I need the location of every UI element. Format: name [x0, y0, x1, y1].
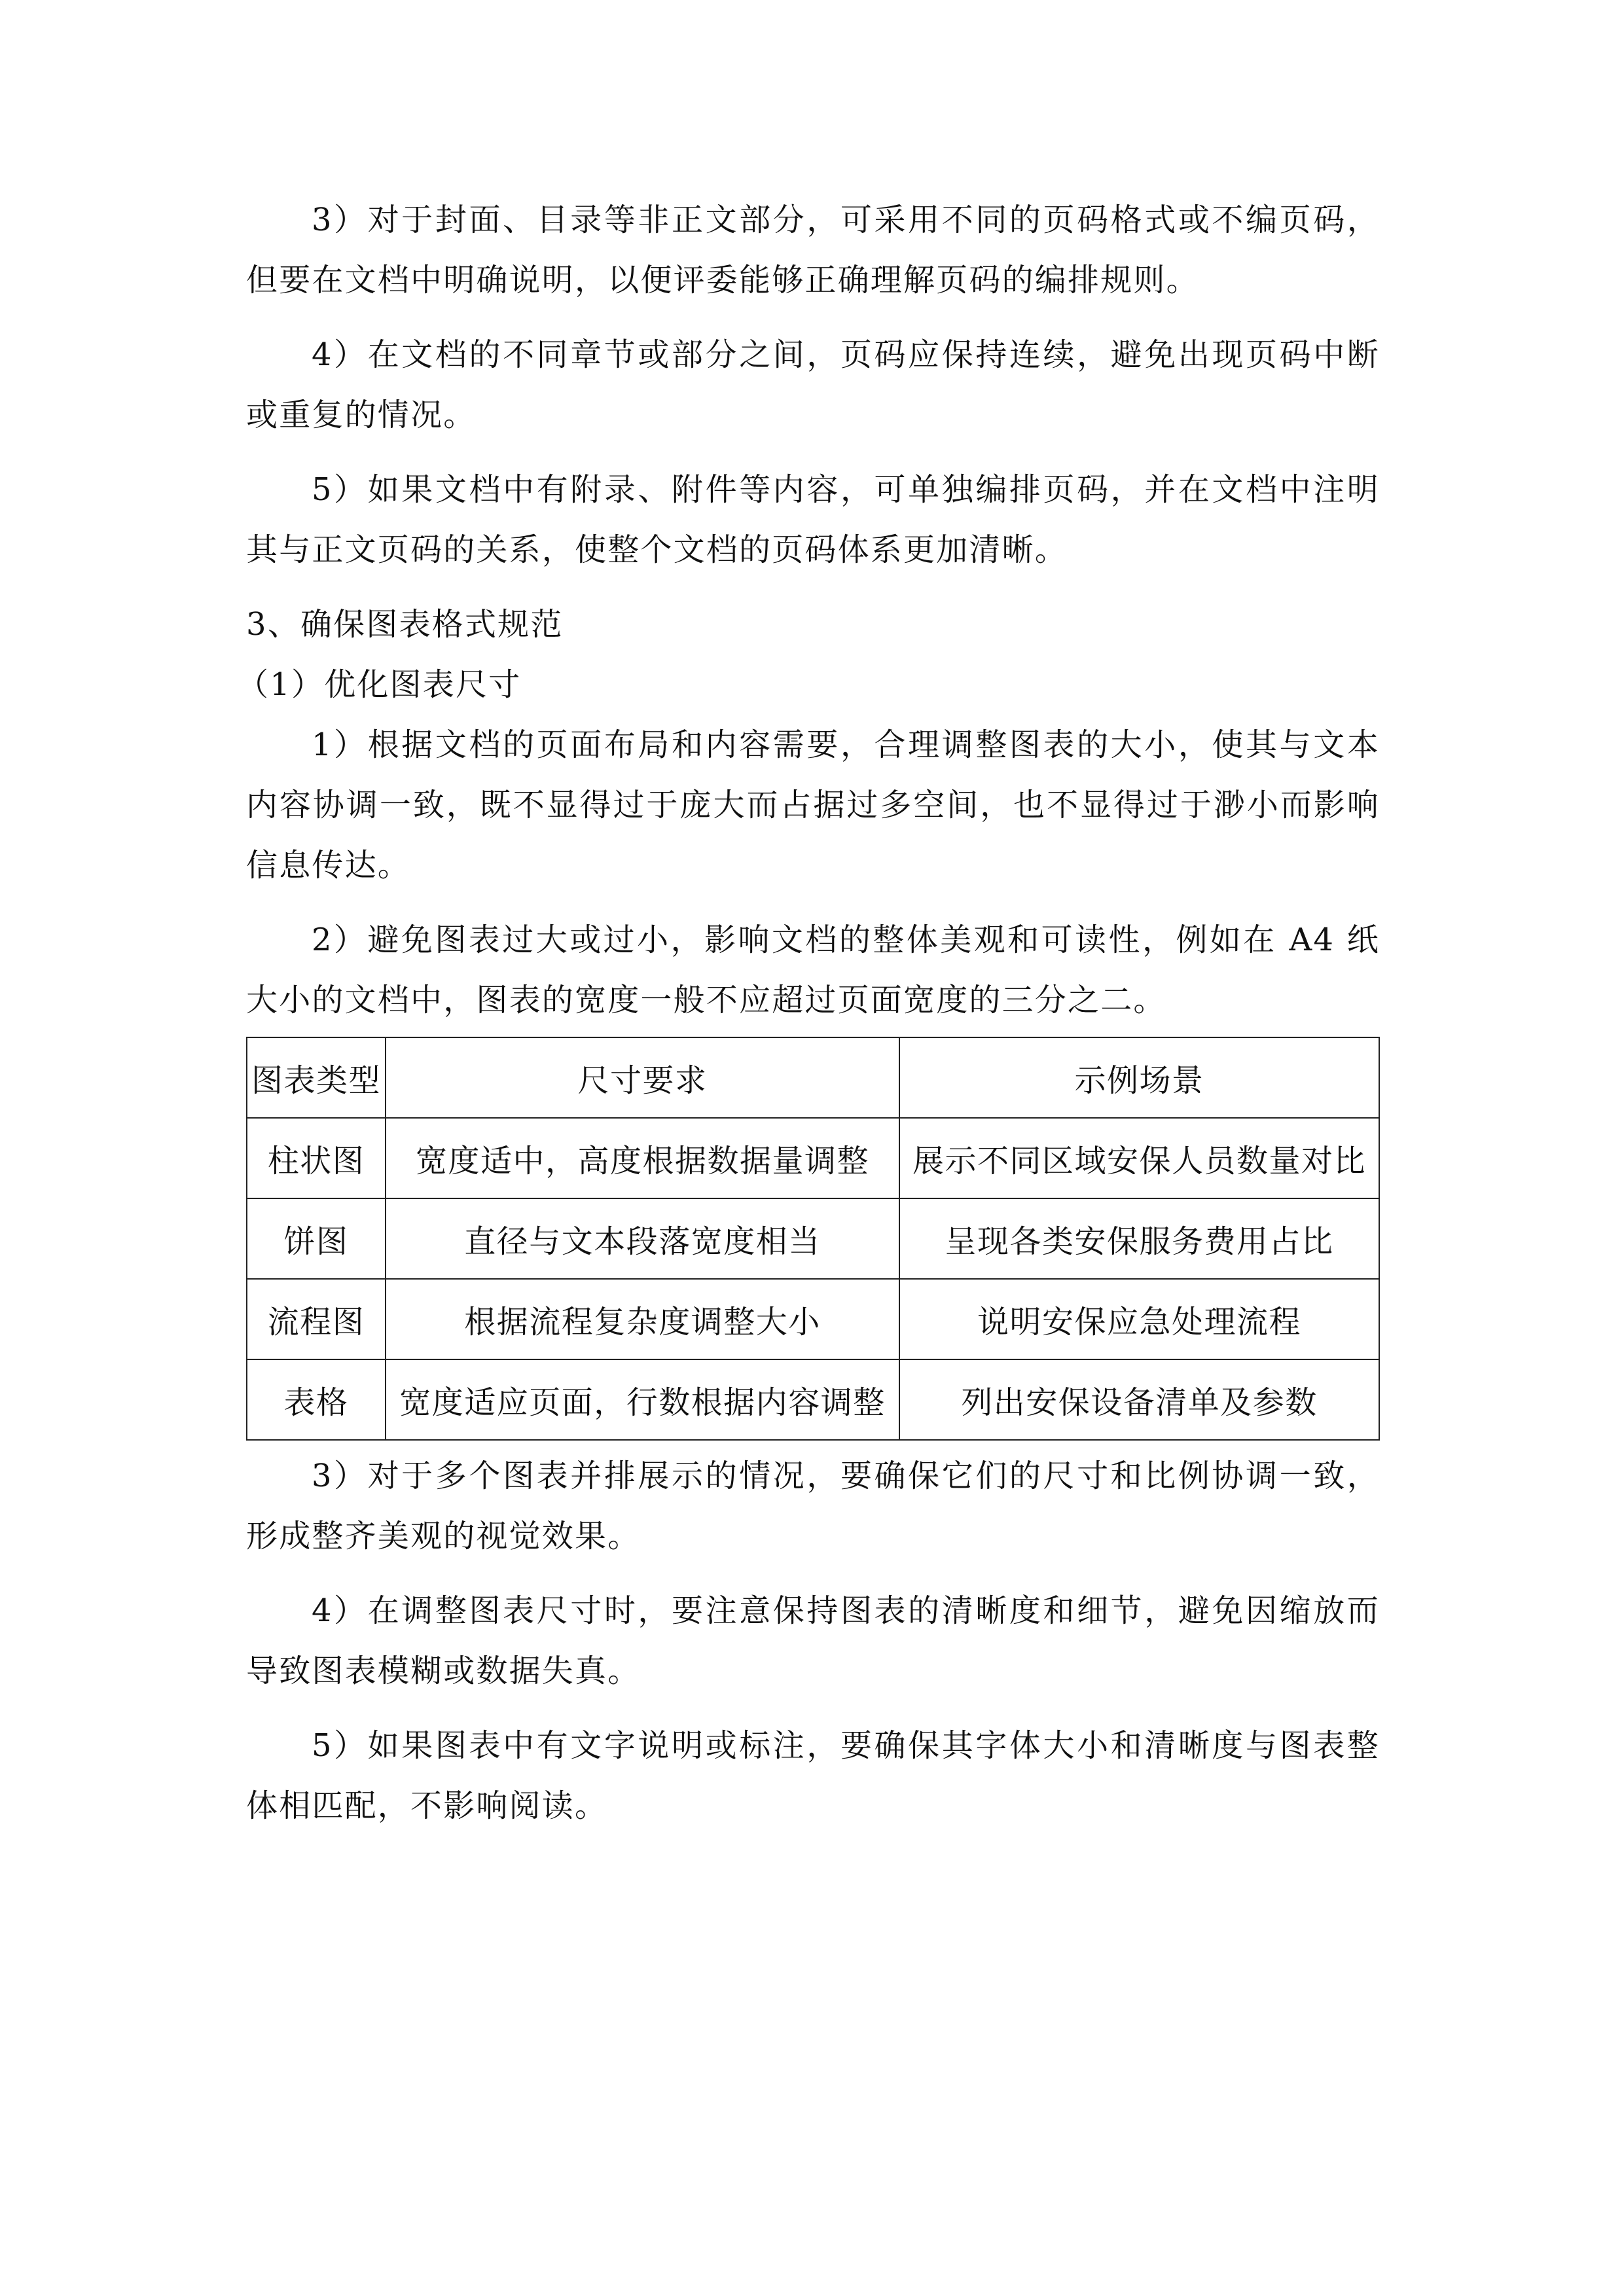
table-cell: 说明安保应急处理流程 [899, 1279, 1379, 1359]
table-header-cell: 图表类型 [247, 1037, 386, 1118]
table-cell: 宽度适应页面，行数根据内容调整 [386, 1359, 899, 1440]
table-cell: 柱状图 [247, 1118, 386, 1198]
paragraph-chart-size-4: 4）在调整图表尺寸时，要注意保持图表的清晰度和细节，避免因缩放而导致图表模糊或数据失真。 [246, 1592, 1380, 1689]
table-cell: 呈现各类安保服务费用占比 [899, 1198, 1379, 1279]
subsection-heading: （1）优化图表尺寸 [237, 666, 522, 703]
table-cell: 根据流程复杂度调整大小 [386, 1279, 899, 1359]
paragraph-page-numbering-4: 4）在文档的不同章节或部分之间，页码应保持连续，避免出现页码中断或重复的情况。 [246, 336, 1380, 433]
section-heading: 3、确保图表格式规范 [246, 606, 564, 643]
table-cell: 宽度适中，高度根据数据量调整 [386, 1118, 899, 1198]
table-row [247, 1279, 1379, 1359]
table-cell: 流程图 [247, 1279, 386, 1359]
table-header-row [247, 1037, 1379, 1118]
table-row [247, 1359, 1379, 1440]
table-row [247, 1198, 1379, 1279]
chart-size-table [246, 1037, 1380, 1441]
paragraph-chart-size-1: 1）根据文档的页面布局和内容需要，合理调整图表的大小，使其与文本内容协调一致，既不显得过于庞大而占据过多空间，也不显得过于渺小而影响信息传达。 [246, 726, 1380, 884]
paragraph-page-numbering-3: 3）对于封面、目录等非正文部分，可采用不同的页码格式或不编页码，但要在文档中明确说明，以便评委能够正确理解页码的编排规则。 [246, 202, 1380, 298]
paragraph-chart-size-5: 5）如果图表中有文字说明或标注，要确保其字体大小和清晰度与图表整体相匹配，不影响阅读。 [246, 1727, 1380, 1824]
table-cell: 展示不同区域安保人员数量对比 [899, 1118, 1379, 1198]
document-page [237, 190, 1380, 1850]
table-header-cell: 示例场景 [899, 1037, 1379, 1118]
table-cell: 直径与文本段落宽度相当 [386, 1198, 899, 1279]
paragraph-chart-size-3: 3）对于多个图表并排展示的情况，要确保它们的尺寸和比例协调一致，形成整齐美观的视觉效果。 [246, 1458, 1380, 1554]
paragraph-page-numbering-5: 5）如果文档中有附录、附件等内容，可单独编排页码，并在文档中注明其与正文页码的关系，使整个文档的页码体系更加清晰。 [246, 471, 1380, 568]
paragraph-chart-size-2: 2）避免图表过大或过小，影响文档的整体美观和可读性，例如在 A4 纸大小的文档中，图表的宽度一般不应超过页面宽度的三分之二。 [246, 922, 1380, 1018]
table-cell: 列出安保设备清单及参数 [899, 1359, 1379, 1440]
table-cell: 饼图 [247, 1198, 386, 1279]
table-header-cell: 尺寸要求 [386, 1037, 899, 1118]
table-cell: 表格 [247, 1359, 386, 1440]
table-row [247, 1118, 1379, 1198]
